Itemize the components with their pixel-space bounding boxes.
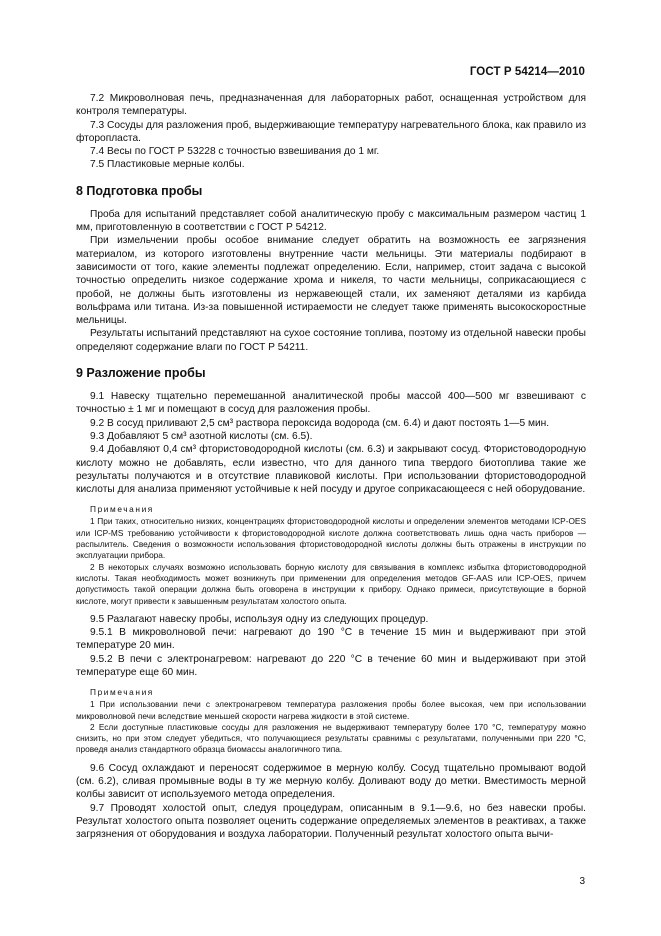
clause-9-5-2: 9.5.2 В печи с электронагревом: нагревают до 220 °С в течение 60 мин и выдерживают при этой температуре еще 60 мин.: [76, 653, 586, 678]
notes-block: [76, 504, 586, 606]
standard-header: ГОСТ Р 54214—2010: [469, 66, 585, 78]
clause-9-7: 9.7 Проводят холостой опыт, следуя процедурам, описанным в 9.1—9.6, но без навески пробы. Результат холостого опыта позволяет оценить содержание определяемых элементов в реактивах, а также загрязнения от оборудования и воздуха лаборатории. Полученный результат холостого опыта вычи-: [76, 802, 586, 841]
clause-9-1: 9.1 Навеску тщательно перемешанной аналитической пробы массой 400—500 мг взвешивают с точностью ± 1 мг и помещают в сосуд для разложения пробы.: [76, 391, 586, 416]
clause-7-2: 7.2 Микроволновая печь, предназначенная для лабораторных работ, оснащенная устройством для контроля температуры.: [76, 93, 586, 118]
clause-9-2: 9.2 В сосуд приливают 2,5 см³ раствора пероксида водорода (см. 6.4) и дают постоять 1—5 мин.: [90, 417, 550, 429]
clause-7-5: 7.5 Пластиковые мерные колбы.: [90, 159, 245, 171]
section-9-title: 9 Разложение пробы: [76, 366, 206, 381]
notes-title: Примечания: [90, 687, 154, 698]
notes-title: Примечания: [90, 504, 154, 515]
note-item: 1 При таких, относительно низких, концентрациях фтористоводородной кислоты и определении элементов методами ICP-OES или ICP-MS требованию устойчивости к фтористоводородной кислоте должна соответствовать лишь одна часть приборов — распылитель. Сведения о возможности использования фтористоводородной кислоты должны быть отражены в инструкции по эксплуатации прибора.: [76, 516, 586, 561]
section-8-title: 8 Подготовка пробы: [76, 183, 203, 198]
clause-9-5: 9.5 Разлагают навеску пробы, используя одну из следующих процедур.: [90, 613, 429, 625]
clause-9-4: 9.4 Добавляют 0,4 см³ фтористоводородной кислоты (см. 6.3) и закрывают сосуд. Фтористоводородную кислоту можно не добавлять, если известно, что для данного типа твердого биотоплива такие же результаты получаются и в отсутствие плавиковой кислоты. При использовании фтористоводородной кислоты для анализа применяют устойчивые к ней посуду и другое соприкасающееся с ней оборудование.: [76, 444, 586, 496]
clause-7-3: 7.3 Сосуды для разложения проб, выдерживающие температуру нагревательного блока, как правило из фторопласта.: [76, 119, 586, 144]
note-item: 1 При использовании печи с электронагревом температура разложения пробы более высокая, чем при использовании микроволновой печи вследствие меньшей скорости нагрева жидкости в этой системе.: [76, 699, 586, 721]
page-number: 3: [579, 876, 585, 887]
notes-block: [76, 687, 586, 755]
note-item: 2 В некоторых случаях возможно использовать борную кислоту для связывания в комплекс избытка фтористоводородной кислоты. Такая необходимость может возникнуть при применении для определения методов GF-AAS или ICP-OES, причем допустимость такой операции должна быть оговорена в инструкции к прибору. Однако примеси, присутствующие в борной кислоте, могут привести к завышенным результатам холостого опыта.: [76, 561, 586, 606]
note-item: 2 Если доступные пластиковые сосуды для разложения не выдерживают температуру более 170 °С, температуру можно снизить, но при этом следует убедиться, что получающиеся результаты сравнимы с результатами, полученными при 220 °С, проведя анализ стандартного образца биомассы аналогичного типа.: [76, 721, 586, 755]
clause-9-5-1: 9.5.1 В микроволновой печи: нагревают до 190 °С в течение 15 мин и выдерживают при этой температуре 20 мин.: [76, 627, 586, 652]
document-body: [76, 92, 586, 842]
section-8-paragraph: Результаты испытаний представляют на сухое состояние топлива, поэтому из отдельной навески пробы определяют содержание влаги по ГОСТ Р 54211.: [76, 328, 586, 353]
section-8-paragraph: Проба для испытаний представляет собой аналитическую пробу с максимальным размером частиц 1 мм, приготовленную в соответствии с ГОСТ Р 54212.: [76, 208, 586, 234]
section-8-paragraph: При измельчении пробы особое внимание следует обратить на возможность ее загрязнения материалом, из которого изготовлены внутренние части мельницы. Эти материалы подбирают в зависимости от того, какие элементы подлежат определению. Если, например, стоит задача с высокой точностью определить низкое содержание хрома и никеля, то части мельницы, соприкасающиеся с пробой, не должны быть изготовлены из нержавеющей стали, их заменяют деталями из карбида вольфрама или титана. Из-за повышенной истираемости не следует также применять высокоскоростные мельницы.: [76, 235, 586, 327]
clause-7-4: 7.4 Весы по ГОСТ Р 53228 с точностью взвешивания до 1 мг.: [90, 146, 380, 158]
clause-9-3: 9.3 Добавляют 5 см³ азотной кислоты (см. 6.5).: [90, 430, 313, 442]
clause-9-6: 9.6 Сосуд охлаждают и переносят содержимое в мерную колбу. Сосуд тщательно промывают водой (см. 6.2), сливая промывные воды в ту же мерную колбу. Доливают воду до метки. Вместимость мерной колбы зависит от используемого метода определения.: [76, 762, 586, 801]
